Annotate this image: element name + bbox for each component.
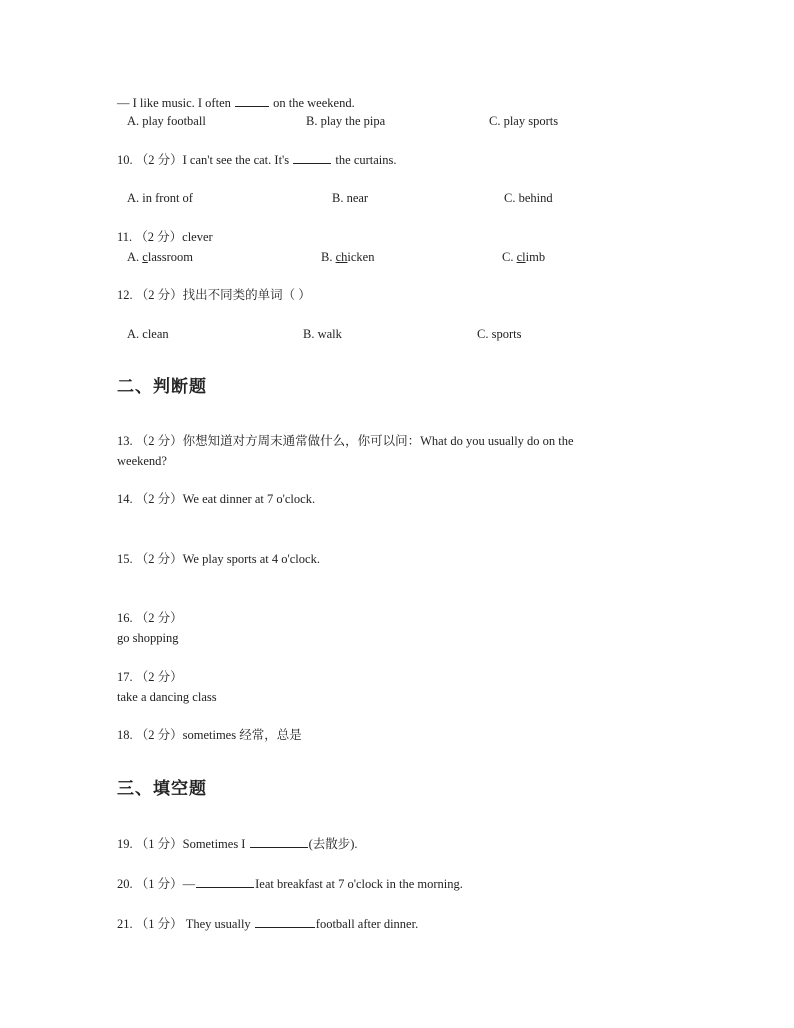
q9-text-before: — I like music. I often: [117, 96, 231, 110]
q10-text-before: 10. （2 分）I can't see the cat. It's: [117, 153, 290, 167]
q10-option-a[interactable]: A. in front of: [127, 191, 193, 205]
q20-text-before: 20. （1 分）—: [117, 877, 196, 891]
q17-body: take a dancing class: [117, 690, 217, 704]
q12-option-a[interactable]: A. clean: [127, 327, 169, 341]
q10-option-b[interactable]: B. near: [332, 191, 369, 205]
q21-text-before: 21. （1 分） They usually: [117, 917, 251, 931]
q16-stem: 16. （2 分）: [117, 611, 183, 625]
q21-blank[interactable]: [255, 915, 315, 928]
q9-blank[interactable]: [235, 94, 269, 107]
q18-stem: 18. （2 分）sometimes 经常，总是: [117, 728, 302, 742]
q9-stem: [117, 94, 355, 111]
q9-option-a[interactable]: A. play football: [127, 114, 206, 128]
q15-stem: 15. （2 分）We play sports at 4 o'clock.: [117, 552, 320, 566]
q11-option-c[interactable]: [502, 249, 545, 265]
q11-option-b-prefix: B.: [321, 250, 336, 264]
q11-option-a-prefix: A.: [127, 250, 143, 264]
q9-option-c[interactable]: C. play sports: [489, 114, 559, 128]
q11-option-c-underlined: cl: [516, 250, 526, 264]
section-heading-fill-blank: 三、填空题: [117, 779, 207, 799]
q20-text-after: Ieat breakfast at 7 o'clock in the morning.: [255, 877, 463, 891]
q11-option-b-rest: icken: [347, 250, 375, 264]
q12-option-c[interactable]: C. sports: [477, 327, 522, 341]
q17-stem: 17. （2 分）: [117, 670, 183, 684]
q10-stem: [117, 151, 397, 168]
q14-stem: 14. （2 分）We eat dinner at 7 o'clock.: [117, 492, 316, 506]
q10-blank[interactable]: [293, 151, 331, 164]
q11-option-c-prefix: C.: [502, 250, 517, 264]
q20-blank[interactable]: [196, 875, 254, 888]
q16-body: go shopping: [117, 631, 179, 645]
q21-text-after: football after dinner.: [315, 917, 419, 931]
q11-option-c-rest: imb: [525, 250, 546, 264]
section-heading-judgement: 二、判断题: [117, 377, 207, 397]
q19-text-before: 19. （1 分）Sometimes I: [117, 837, 246, 851]
q9-text-after: on the weekend.: [273, 96, 355, 110]
q19-blank[interactable]: [250, 835, 308, 848]
q11-option-a[interactable]: [127, 249, 193, 265]
q21-stem: [117, 915, 418, 932]
q10-text-after: the curtains.: [335, 153, 397, 167]
q11-option-a-underlined: c: [142, 250, 148, 264]
q12-stem: 12. （2 分）找出不同类的单词（ ）: [117, 288, 311, 302]
q19-stem: [117, 835, 358, 852]
q11-option-a-rest: lassroom: [147, 250, 193, 264]
q9-option-b[interactable]: B. play the pipa: [306, 114, 386, 128]
q19-text-after: (去散步).: [308, 837, 358, 851]
q11-option-b-underlined: ch: [335, 250, 348, 264]
q11-stem: 11. （2 分）clever: [117, 230, 213, 244]
q12-option-b[interactable]: B. walk: [303, 327, 342, 341]
q11-option-b[interactable]: [321, 249, 374, 265]
q10-option-c[interactable]: C. behind: [504, 191, 553, 205]
q13-stem-line2: weekend?: [117, 454, 167, 468]
q20-stem: [117, 875, 463, 892]
q13-stem-line1: 13. （2 分）你想知道对方周末通常做什么，你可以问：What do you usually do on the: [117, 434, 574, 448]
